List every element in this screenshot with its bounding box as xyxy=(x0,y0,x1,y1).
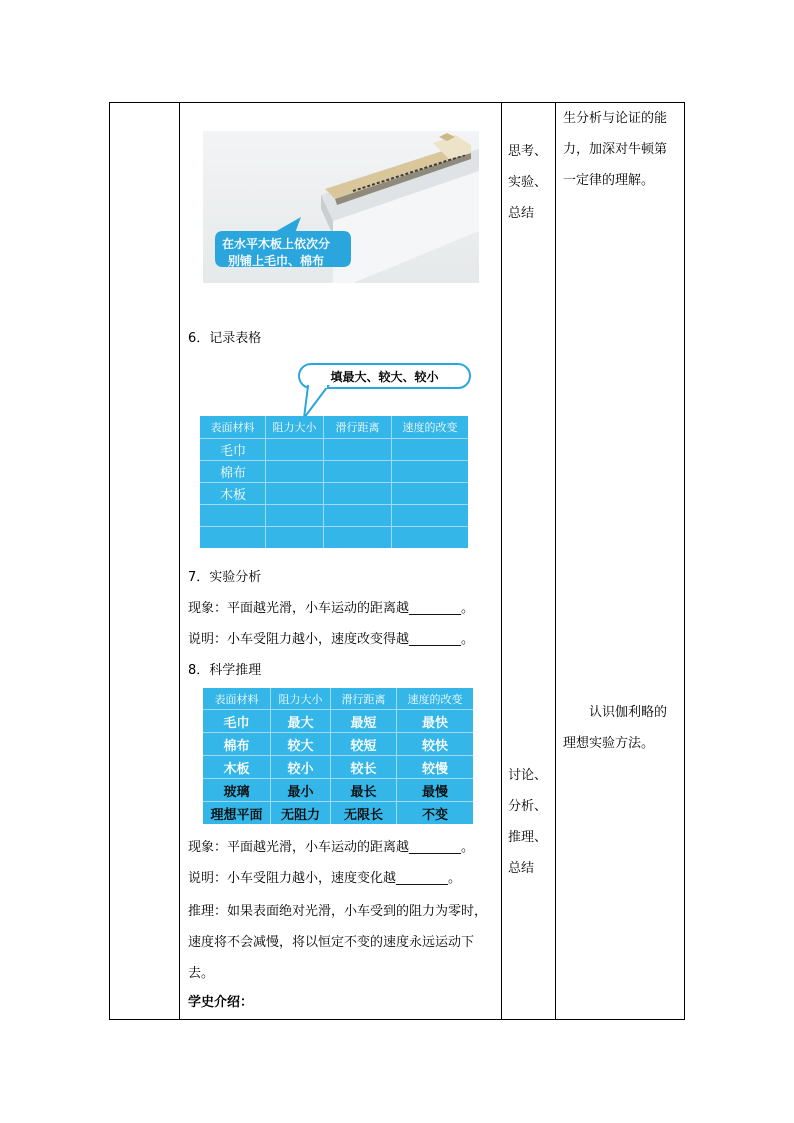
table-cell: 不变 xyxy=(397,801,473,824)
table-header-cell: 表面材料 xyxy=(203,688,271,709)
goal-top: 生分析与论证的能 力，加深对牛顿第 一定律的理解。 xyxy=(563,111,668,188)
table-header-cell: 滑行距离 xyxy=(324,416,392,438)
table-cell: 最小 xyxy=(271,778,331,801)
table-cell: 木板 xyxy=(203,755,271,778)
table-cell: 较大 xyxy=(271,732,331,755)
history-heading: 学史介绍： xyxy=(188,995,254,1010)
table-cell xyxy=(266,526,324,548)
table-header-cell: 表面材料 xyxy=(200,416,266,438)
table-header-cell: 速度的改变 xyxy=(407,692,463,706)
analysis-explanation: 说明：小车受阻力越小，速度改变得越________。 xyxy=(188,632,475,647)
table-cell: 理想平面 xyxy=(203,801,271,824)
goal-bottom: 认识伽利略的 理想实验方法。 xyxy=(563,705,668,751)
table-cell xyxy=(200,504,266,526)
table-cell: 较小 xyxy=(271,755,331,778)
section-7-heading: 7．实验分析 xyxy=(188,570,262,585)
table-cell: 最大 xyxy=(271,709,331,732)
table-cell: 最快 xyxy=(397,709,473,732)
table-cell: 玻璃 xyxy=(203,778,271,801)
table-cell xyxy=(324,504,392,526)
table-cell: 毛巾 xyxy=(203,709,271,732)
reasoning-phenomenon: 现象：平面越光滑，小车运动的距离越________。 xyxy=(188,840,475,855)
table-cell: 棉布 xyxy=(200,460,266,482)
table-cell: 毛巾 xyxy=(200,438,266,460)
table-header-cell: 速度的改变 xyxy=(402,421,458,434)
photo-caption: 在水平木板上依次分 别铺上毛巾、棉布 xyxy=(221,237,330,268)
table-cell: 较长 xyxy=(331,755,397,778)
reasoning-explanation: 说明：小车受阻力越小，速度变化越________。 xyxy=(188,871,462,886)
table-cell: 无阻力 xyxy=(271,801,331,824)
table-header-cell: 滑行距离 xyxy=(331,688,397,709)
table-cell xyxy=(392,504,468,526)
table-cell xyxy=(324,526,392,548)
activity-bottom: 讨论、 分析、 推理、 总结 xyxy=(508,768,548,876)
table-cell: 最慢 xyxy=(397,778,473,801)
reasoning-paragraph: 推理：如果表面绝对光滑，小车受到的阻力为零时，速度将不会减慢，将以恒定不变的速度永远运动下去。 xyxy=(188,904,488,981)
table-cell xyxy=(266,460,324,482)
reasoning-table xyxy=(203,688,473,824)
table-cell: 最短 xyxy=(331,709,397,732)
analysis-phenomenon: 现象：平面越光滑，小车运动的距离越________。 xyxy=(188,601,475,616)
table-cell: 较快 xyxy=(397,732,473,755)
column-divider xyxy=(555,102,556,1020)
table-cell: 棉布 xyxy=(203,732,271,755)
table-cell xyxy=(324,438,392,460)
record-table xyxy=(200,416,468,548)
table-cell: 最长 xyxy=(331,778,397,801)
table-cell xyxy=(266,482,324,504)
section-6-heading: 6．记录表格 xyxy=(188,331,262,346)
table-cell xyxy=(200,526,266,548)
table-header-cell: 阻力大小 xyxy=(266,416,324,438)
table-cell: 无限长 xyxy=(331,801,397,824)
table-cell: 较短 xyxy=(331,732,397,755)
table-cell xyxy=(392,526,468,548)
table-cell xyxy=(266,438,324,460)
table-cell xyxy=(392,438,468,460)
table-cell: 木板 xyxy=(200,482,266,504)
fill-hint-text: 填最大、较大、较小 xyxy=(330,370,439,384)
table-cell xyxy=(324,460,392,482)
table-cell xyxy=(266,504,324,526)
section-8-heading: 8．科学推理 xyxy=(188,663,262,678)
column-divider xyxy=(501,102,502,1020)
table-cell: 较慢 xyxy=(397,755,473,778)
activity-top: 思考、 实验、 总结 xyxy=(508,144,548,221)
table-cell xyxy=(392,460,468,482)
table-cell xyxy=(324,482,392,504)
table-cell xyxy=(392,482,468,504)
table-header-cell: 阻力大小 xyxy=(271,688,331,709)
column-divider xyxy=(179,102,180,1020)
callout-pointer xyxy=(298,384,358,420)
